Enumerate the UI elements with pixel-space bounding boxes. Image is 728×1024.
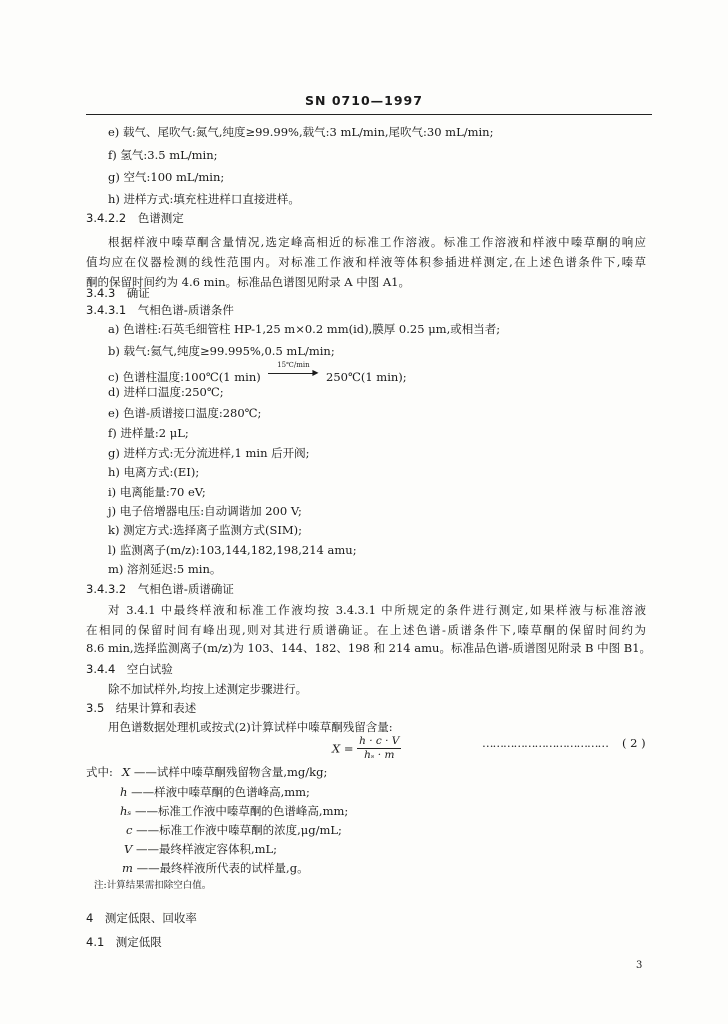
def-h-line bbox=[120, 784, 310, 800]
ramp-arrow-shaft bbox=[268, 373, 314, 374]
formula-2 bbox=[332, 735, 401, 762]
def-X-line bbox=[122, 764, 327, 780]
def-m-text: ——最终样液所代表的试样量,g。 bbox=[136, 861, 309, 875]
def-V-line bbox=[124, 841, 277, 857]
def-c-text: ——标准工作液中嗪草酮的浓度,μg/mL; bbox=[136, 823, 342, 837]
gcms-column-line: a) 色谱柱:石英毛细管柱 HP-1,25 m×0.2 mm(id),膜厚 0.25 μm,或相当者; bbox=[108, 322, 501, 336]
section-3-4-3-2-para-line3: 8.6 min,选择监测离子(m/z)为 103、144、182、198 和 214 amu。标准品色谱-质谱图见附录 B 中图 B1。 bbox=[86, 641, 652, 655]
symbol-c: c bbox=[126, 823, 133, 837]
formula-denominator: hₛ · m bbox=[364, 749, 395, 761]
calculation-note: 注:计算结果需扣除空白值。 bbox=[94, 880, 212, 891]
section-3-4-4-heading: 3.4.4 空白试验 bbox=[86, 662, 173, 676]
section-4-heading: 4 测定低限、回收率 bbox=[86, 911, 197, 925]
section-3-4-2-2-heading: 3.4.2.2 色谱测定 bbox=[86, 211, 184, 225]
multiplier-voltage-line: j) 电子倍增器电压:自动调谐加 200 V; bbox=[108, 504, 302, 518]
def-c-line bbox=[126, 822, 342, 838]
def-m-line bbox=[122, 860, 309, 876]
gcms-carrier-gas-line: b) 载气:氦气,纯度≥99.995%,0.5 mL/min; bbox=[108, 344, 335, 358]
hydrogen-line: f) 氢气:3.5 mL/min; bbox=[108, 148, 218, 162]
section-4-1-heading: 4.1 测定低限 bbox=[86, 935, 162, 949]
def-X-text: ——试样中嗪草酮残留物含量,mg/kg; bbox=[133, 765, 328, 779]
measurement-mode-line: k) 测定方式:选择离子监测方式(SIM); bbox=[108, 523, 303, 537]
injection-volume-line: f) 进样量:2 μL; bbox=[108, 426, 189, 440]
symbol-hs: hₛ bbox=[120, 804, 132, 818]
monitored-ions-line: l) 监测离子(m/z):103,144,182,198,214 amu; bbox=[108, 543, 357, 557]
carrier-gas-line: e) 载气、尾吹气:氮气,纯度≥99.99%,载气:3 mL/min,尾吹气:30 mL/min; bbox=[108, 125, 494, 139]
ramp-arrow bbox=[264, 361, 322, 381]
injection-mode-line: h) 进样方式:填充柱进样口直接进样。 bbox=[108, 192, 300, 206]
formula-numerator: h · c · V bbox=[359, 735, 400, 747]
section-3-4-3-2-para-line2: 在相同的保留时间有峰出现,则对其进行质谱确证。在上述色谱-质谱条件下,嗪草酮的保留时间约为 bbox=[86, 623, 646, 637]
variable-definitions-intro: 式中: bbox=[86, 765, 113, 779]
section-3-4-2-2-para-line1: 根据样液中嗪草酮含量情况,选定峰高相近的标准工作溶液。标准工作溶液和样液中嗪草酮的响应 bbox=[108, 235, 646, 249]
interface-temperature-line: e) 色谱-质谱接口温度:280℃; bbox=[108, 406, 262, 420]
def-V-text: ——最终样液定容体积,mL; bbox=[135, 842, 278, 856]
formula-lhs: X = bbox=[332, 741, 354, 756]
air-line: g) 空气:100 mL/min; bbox=[108, 170, 225, 184]
formula-fraction bbox=[357, 735, 401, 762]
ramp-rate-label: 15℃/min bbox=[277, 361, 310, 369]
section-3-4-3-heading: 3.4.3 确证 bbox=[86, 286, 150, 300]
def-hs-line bbox=[120, 803, 348, 819]
column-temp-final: 250℃(1 min); bbox=[326, 370, 407, 384]
column-temp-initial: c) 色谱柱温度:100℃(1 min) bbox=[108, 370, 261, 384]
ramp-arrow-head: ▶ bbox=[312, 368, 319, 377]
gcms-column-temperature-line bbox=[108, 361, 407, 385]
splitless-injection-line: g) 进样方式:无分流进样,1 min 后开阀; bbox=[108, 446, 310, 460]
blank-test-line: 除不加试样外,均按上述测定步骤进行。 bbox=[108, 682, 308, 696]
symbol-m: m bbox=[122, 861, 133, 875]
formula-leader-dots: ……………………………… bbox=[482, 736, 608, 750]
ionization-energy-line: i) 电离能量:70 eV; bbox=[108, 485, 206, 499]
symbol-V: V bbox=[124, 842, 133, 856]
header-rule bbox=[86, 114, 652, 115]
formula-number: ( 2 ) bbox=[622, 736, 646, 750]
section-3-4-2-2-para-line3: 酮的保留时间约为 4.6 min。标准品色谱图见附录 A 中图 A1。 bbox=[86, 275, 410, 289]
section-3-4-3-1-heading: 3.4.3.1 气相色谱-质谱条件 bbox=[86, 303, 234, 317]
calculation-intro-line: 用色谱数据处理机或按式(2)计算试样中嗪草酮残留含量: bbox=[108, 720, 393, 734]
page-number: 3 bbox=[636, 960, 643, 971]
section-3-4-3-2-para-line1: 对 3.4.1 中最终样液和标准工作液均按 3.4.3.1 中所规定的条件进行测定,如果样液与标准溶液 bbox=[108, 603, 646, 617]
solvent-delay-line: m) 溶剂延迟:5 min。 bbox=[108, 562, 222, 576]
def-hs-text: ——标准工作液中嗪草酮的色谱峰高,mm; bbox=[134, 804, 349, 818]
ionization-mode-line: h) 电离方式:(EI); bbox=[108, 465, 200, 479]
standard-code-header: SN 0710—1997 bbox=[305, 93, 423, 108]
section-3-4-3-2-heading: 3.4.3.2 气相色谱-质谱确证 bbox=[86, 582, 234, 596]
section-3-5-heading: 3.5 结果计算和表述 bbox=[86, 701, 197, 715]
symbol-X: X bbox=[122, 765, 131, 779]
inlet-temperature-line: d) 进样口温度:250℃; bbox=[108, 385, 224, 399]
section-3-4-2-2-para-line2: 值均应在仪器检测的线性范围内。对标准工作液和样液等体积参插进样测定,在上述色谱条件下,嗪草 bbox=[86, 255, 646, 269]
def-h-text: ——样液中嗪草酮的色谱峰高,mm; bbox=[131, 785, 310, 799]
symbol-h: h bbox=[120, 785, 128, 799]
